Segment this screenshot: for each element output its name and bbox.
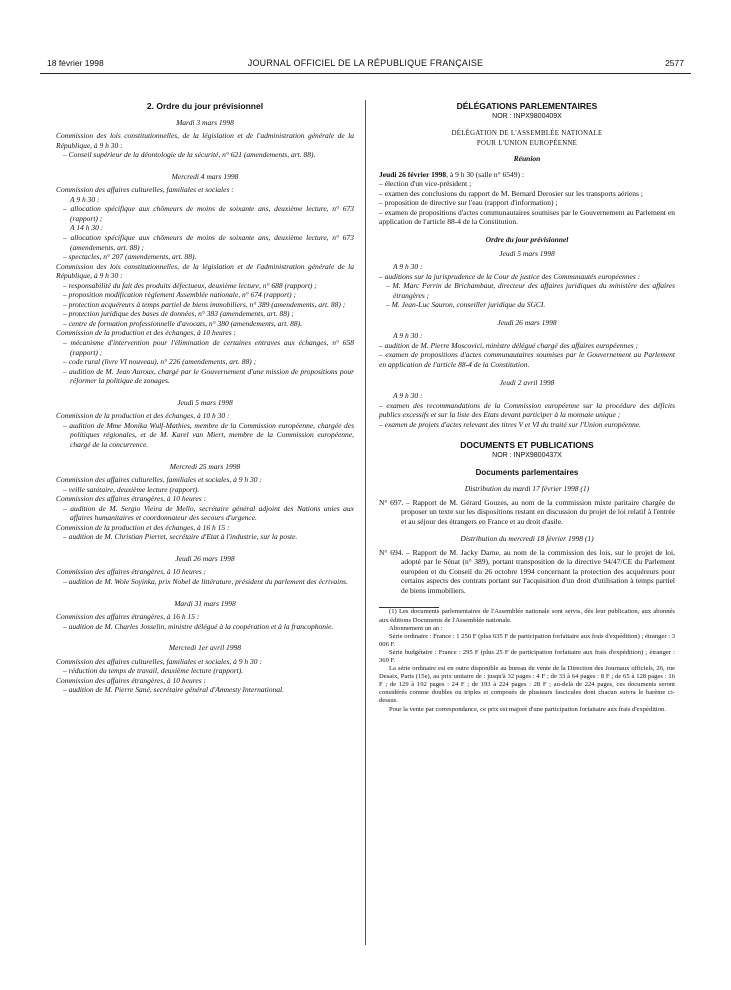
document-text: – Rapport de M. Gérard Gouzes, au nom de la commission mixte paritaire chargée de proposer un texte sur les dispositions restant en discussion du projet de loi relatif à l'entrée et au séjour des étrangers en France et au droit d'asile.	[401, 497, 675, 526]
agenda-item: – élection d'un vice-président ;	[379, 179, 472, 189]
agenda-subitem: – M. Marc Perrin de Brichambaut, directeur des affaires juridiques du ministère des affaires étrangères ;	[386, 281, 675, 300]
section-heading: 2. Ordre du jour prévisionnel	[146, 101, 264, 111]
agenda-item: – examen de propositions d'actes communautaires soumises par le Gouvernement au Parlement en application de l'article 88-4 de la Constitution.	[379, 350, 675, 370]
date-heading: Mercredi 4 mars 1998	[171, 171, 239, 181]
agenda-item: – examen des conclusions du rapport de M. Bernard Derosier sur les transports aériens ;	[379, 188, 643, 198]
date-heading: Jeudi 5 mars 1998	[177, 397, 233, 407]
commission-line: Commission de la production et des échanges, à 16 h 15 :	[56, 522, 230, 532]
time-line: A 9 h 30 :	[70, 194, 100, 204]
agenda-item: – protection juridique des bases de données, n° 383 (amendements, art. 88) ;	[63, 309, 294, 319]
date-heading: Jeudi 2 avril 1998	[499, 377, 555, 387]
commission-line: Commission des affaires culturelles, familiales et sociales :	[56, 185, 234, 195]
date-heading: Mardi 3 mars 1998	[176, 117, 234, 127]
agenda-item: – examen de propositions d'actes communautaires soumises par le Gouvernement au Parlement en application de l'article 88-4 de la Constitution.	[379, 207, 675, 227]
footnote: La série ordinaire est en outre disponible au bureau de vente de la Direction des Journaux officiels, 26, rue Desaix, Paris (15e), au prix unitaire de : jusqu'à 32 pages : 4 F ; de 33 à 64 pages : 8 F ; de 65 à 128 pages : 16 F ; de 129 à 192 pages : 24 F ; de 193 à 224 pages : 28 F ; au-delà de 224 pages, ces documents seront considérés comme doubles ou triples et composés de plusieurs fascicules dont chacun suivra le barème ci-dessus.	[379, 665, 675, 705]
commission-line: Commission des affaires culturelles, familiales et sociales, à 9 h 30 :	[56, 475, 262, 485]
date-heading: Jeudi 26 mars 1998	[497, 317, 557, 327]
agenda-item: – audition de M. Pierre Sané, secrétaire général d'Amnesty International.	[63, 685, 285, 695]
footnote: Abonnement un an :	[389, 624, 443, 632]
nor-reference: NOR : INPX9800437X	[492, 451, 562, 459]
agenda-item: – audition de M. Pierre Moscovici, ministre délégué chargé des affaires européennes ;	[379, 340, 638, 350]
commission-line: Commission des affaires étrangères, à 10 heures :	[56, 494, 206, 504]
footnote: (1) Les documents parlementaires de l'Assemblée nationale sont servis, dès leur publication, aux abonnés aux éditions Documents de l'Assemblée nationale.	[379, 608, 675, 624]
date-heading: Mercredi 25 mars 1998	[169, 461, 241, 471]
agenda-item: – veille sanitaire, deuxième lecture (rapport).	[63, 484, 200, 494]
section-heading: DOCUMENTS ET PUBLICATIONS	[460, 440, 594, 451]
date-heading: Mardi 31 mars 1998	[174, 598, 236, 608]
footnote: Série ordinaire : France : 1 250 F (plus 635 F de participation forfaitaire aux frais d'expédition) ; étranger : 3 006 F.	[379, 632, 675, 648]
nor-reference: NOR : INPX9800409X	[492, 112, 562, 120]
section-heading: DÉLÉGATIONS PARLEMENTAIRES	[456, 101, 598, 111]
reunion-heading: Réunion	[513, 154, 541, 164]
agenda-item: – proposition modification règlement Assemblée nationale, n° 674 (rapport) ;	[63, 290, 296, 300]
date-heading: Jeudi 5 mars 1998	[499, 248, 555, 258]
agenda-item: – examen de projets d'actes relevant des titres V et VI du traité sur l'Union européenne.	[379, 419, 641, 429]
time-line: A 9 h 30 :	[393, 331, 423, 341]
distribution-heading: Distribution du mardi 17 février 1998 (1)	[464, 483, 590, 493]
agenda-item: – audition de M. Charles Josselin, ministre délégué à la coopération et à la francophonie.	[63, 621, 334, 631]
agenda-item: – responsabilité du fait des produits défectueux, deuxième lecture, n° 688 (rapport) ;	[63, 280, 317, 290]
left-column	[56, 102, 354, 695]
distribution-heading: Distribution du mercredi 18 février 1998 (1)	[460, 534, 594, 544]
document-number: N° 697.	[379, 497, 404, 507]
document-entry	[379, 548, 675, 596]
header-title: JOURNAL OFFICIEL DE LA RÉPUBLIQUE FRANÇAISE	[247, 58, 484, 68]
agenda-item: – audition de M. Christian Pierret, secrétaire d'Etat à l'industrie, sur la poste.	[63, 532, 298, 542]
agenda-item: – auditions sur la jurisprudence de la Cour de justice des Communautés européennes :	[379, 271, 641, 281]
agenda-item: – protection acquéreurs à temps partiel de biens immobiliers, n° 389 (amendements, art. 88) ;	[63, 299, 346, 309]
agenda-item: – audition de M. Sergio Vieira de Mello, secrétaire général adjoint des Nations unies aux affaires humanitaires et coordonnateur des secours d'urgence.	[63, 503, 354, 523]
delegation-name: POUR L'UNION EUROPÉENNE	[476, 139, 578, 147]
commission-line: Commission des affaires étrangères, à 10 heures :	[56, 567, 206, 577]
agenda-item: – audition de Mme Monika Wulf-Mathies, membre de la Commission européenne, chargée des politiques régionales, et de M. Karel van Miert, membre de la Commission européenne, chargé de la concurrence.	[63, 420, 354, 449]
agenda-item: – Conseil supérieur de la déontologie de la sécurité, n° 621 (amendements, art. 88).	[63, 150, 316, 160]
commission-line: Commission des lois constitutionnelles, de la législation et de l'administration générale de la République, à 9 h 30 :	[56, 261, 354, 281]
meeting-line	[379, 170, 675, 180]
ordre-heading: Ordre du jour prévisionnel	[485, 235, 569, 245]
time-line: A 9 h 30 :	[393, 391, 423, 401]
document-entry	[379, 498, 675, 527]
header-page-number: 2577	[665, 58, 684, 68]
document-text: – Rapport de M. Jacky Darne, au nom de la commission des lois, sur le projet de loi, adopté par le Sénat (n° 389), portant transposition de la directive 94/47/CE du Parlement européen et du Conseil du 26 octobre 1994 concernant la protection des acquéreurs pour certains aspects des contrats portant sur l'acquisition d'un droit d'utilisation à temps partiel de biens immobiliers.	[401, 547, 675, 595]
agenda-item: – centre de formation professionnelle d'avocats, n° 380 (amendements, art. 88).	[63, 318, 303, 328]
time-line: A 9 h 30 :	[393, 262, 423, 272]
time-line: A 14 h 30 :	[70, 223, 104, 233]
commission-line: Commission des affaires culturelles, familiales et sociales, à 9 h 30 :	[56, 656, 262, 666]
agenda-item: – examen des recommandations de la Commission européenne sur la procédure des déficits publics excessifs et sur la liste des Etats devant participer à la monnaie unique ;	[379, 400, 675, 420]
meeting-time: , à 9 h 30 (salle n° 6549) :	[446, 169, 524, 179]
commission-line: Commission des affaires étrangères, à 10 heures :	[56, 675, 206, 685]
column-divider	[365, 100, 366, 945]
document-number: N° 694.	[379, 547, 404, 557]
commission-line: Commission de la production et des échanges, à 10 h 30 :	[56, 411, 230, 421]
agenda-item: – mécanisme d'intervention pour l'élimination de certaines entraves aux échanges, n° 658 (rapport) ;	[63, 338, 354, 357]
meeting-date: Jeudi 26 février 1998	[379, 169, 447, 179]
date-heading: Jeudi 26 mars 1998	[175, 553, 235, 563]
date-heading: Mercredi 1er avril 1998	[168, 643, 242, 653]
agenda-item: – allocation spécifique aux chômeurs de moins de soixante ans, deuxième lecture, n° 673 (amendements, art. 88) ;	[63, 233, 354, 252]
agenda-item: – réduction du temps de travail, deuxième lecture (rapport).	[63, 666, 244, 676]
footnote: Pour la vente par correspondance, ce prix est majoré d'une participation forfaitaire aux frais d'expédition.	[389, 705, 667, 713]
agenda-item: – code rural (livre VI nouveau), n° 226 (amendements, art. 88) ;	[63, 357, 257, 367]
agenda-item: – allocation spécifique aux chômeurs de moins de soixante ans, deuxième lecture, n° 673 (rapport) ;	[63, 204, 354, 223]
commission-line: Commission des affaires étrangères, à 16 h 15 :	[56, 612, 200, 622]
delegation-name: DÉLÉGATION DE L'ASSEMBLÉE NATIONALE	[451, 130, 603, 138]
agenda-item: – audition de M. Wole Soyinka, prix Nobel de littérature, président du parlement des écrivains.	[63, 576, 348, 586]
header-rule	[40, 73, 691, 74]
footnote: Série budgétaire : France : 295 F (plus 25 F de participation forfaitaire aux frais d'expédition) ; étranger : 369 F.	[379, 648, 675, 664]
subsection-heading: Documents parlementaires	[475, 468, 579, 478]
commission-line: Commission des lois constitutionnelles, de la législation et de l'administration générale de la République, à 9 h 30 :	[56, 131, 354, 150]
right-column	[379, 102, 675, 714]
commission-line: Commission de la production et des échanges, à 10 heures :	[56, 328, 237, 338]
header-date: 18 février 1998	[47, 58, 104, 68]
agenda-item: – audition de M. Jean Auroux, chargé par le Gouvernement d'une mission de propositions pour réformer la politique de zonages.	[63, 366, 354, 386]
agenda-item: – proposition de directive sur l'eau (rapport d'information) ;	[379, 198, 558, 208]
agenda-subitem: – M. Jean-Luc Sauron, conseiller juridique du SGCI.	[386, 300, 546, 310]
agenda-item: – spectacles, n° 207 (amendements, art. 88).	[63, 252, 197, 262]
